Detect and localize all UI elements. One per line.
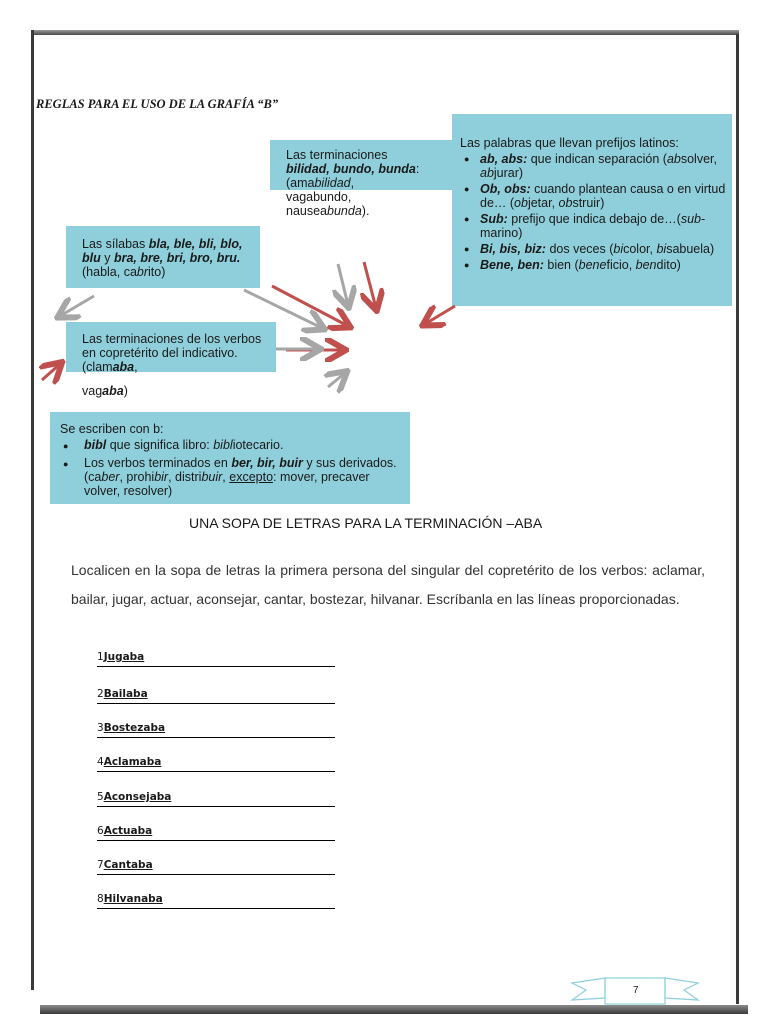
answer-line: 1Jugaba (97, 651, 335, 667)
example-text: , (350, 176, 355, 190)
rule-syllables: bra, bre, bri, bro, bru. (113, 251, 241, 265)
example-vagabundo: vagabundo, (270, 190, 466, 204)
list-item: ● ab, abs: que indican separación (absolver, abjurar) (472, 152, 732, 180)
arrow-gray (244, 290, 322, 328)
arrow-red (42, 364, 60, 380)
arrow-red (272, 286, 348, 326)
arrow-gray (60, 296, 94, 316)
answer-word: Aconsejaba (103, 791, 172, 803)
answer-line: 7Cantaba (97, 859, 335, 875)
answer-word: Hilvanaba (103, 893, 163, 905)
list-item: ● Bene, ben: bien (beneficio, bendito) (472, 258, 732, 272)
example-text: nausea (286, 204, 328, 218)
rule-text: ito) (148, 265, 166, 279)
example-ending: bilidad (314, 176, 351, 190)
page-number: 7 (633, 985, 639, 996)
answer-line: 5Aconsejaba (97, 791, 335, 807)
answer-line: 4Aclamaba (97, 756, 335, 772)
example-ending: bunda (327, 204, 362, 218)
rule-text: , (134, 360, 138, 374)
list-item: ● Ob, obs: cuando plantean causa o en virtud de… (objetar, obstruir) (472, 182, 732, 210)
list-item: ● Bi, bis, biz: dos veces (bicolor, bisabuela) (472, 242, 732, 256)
list-item: ● bibl que significa libro: bibliotecario. (60, 438, 402, 452)
rule-text: Las sílabas (82, 237, 149, 251)
example-syllable: br (136, 265, 149, 279)
example-text: (ama (286, 176, 315, 190)
answer-line: 3Bostezaba (97, 722, 335, 738)
rule-box-terminaciones: Las terminaciones bilidad, bundo, bunda: (amabilidad, vagabundo, nauseabunda). (270, 140, 453, 202)
answer-word: Actuaba (103, 825, 153, 837)
rule-text: Las terminaciones (286, 148, 388, 162)
arrow-red (364, 262, 376, 308)
answer-word: Cantaba (103, 859, 153, 871)
example-text: ). (361, 204, 370, 218)
answer-line: 8Hilvanaba (97, 893, 335, 909)
answer-line: 6Actuaba (97, 825, 335, 841)
section-title: UNA SOPA DE LETRAS PARA LA TERMINACIÓN –ABA (189, 515, 543, 531)
answer-word: Bailaba (103, 688, 148, 700)
prefijos-intro: Las palabras que llevan prefijos latinos: (460, 136, 679, 150)
list-item: ● Los verbos terminados en ber, bir, buir y sus derivados. (caber, prohibir, distribuir, excepto: mover, precaver volver, resolver) (60, 456, 402, 498)
answer-word: Bostezaba (103, 722, 166, 734)
answer-word: Jugaba (103, 651, 145, 663)
rule-syllables: bla, ble, bli, blo, blu (82, 237, 243, 265)
copreterito-tail: vagaba) (82, 384, 128, 398)
arrow-gray (338, 264, 348, 305)
document-title: REGLAS PARA EL USO DE LA GRAFÍA “B” (36, 97, 279, 111)
rule-endings: bilidad, bundo, bunda (286, 162, 416, 176)
arrow-red (425, 306, 455, 324)
rule-text: Las terminaciones de los verbos en copretérito del indicativo. (clam (82, 332, 262, 374)
arrow-gray (328, 373, 345, 387)
answer-word: Aclamaba (103, 756, 162, 768)
answer-line: 2Bailaba (97, 688, 335, 704)
example-ending: aba (112, 360, 135, 374)
bibl-intro: Se escriben con b: (60, 422, 164, 436)
rule-text: y (100, 251, 114, 265)
instructions-paragraph: Localicen en la sopa de letras la primera persona del singular del copretérito de los verbos: aclamar, bailar, jugar, actuar, aconsejar, cantar, bostezar, hilvanar. Escríbanla en las líneas proporcionadas. (71, 562, 705, 607)
list-item: ● Sub: prefijo que indica debajo de…(sub-marino) (472, 212, 732, 240)
rule-text: (habla, ca (82, 265, 137, 279)
